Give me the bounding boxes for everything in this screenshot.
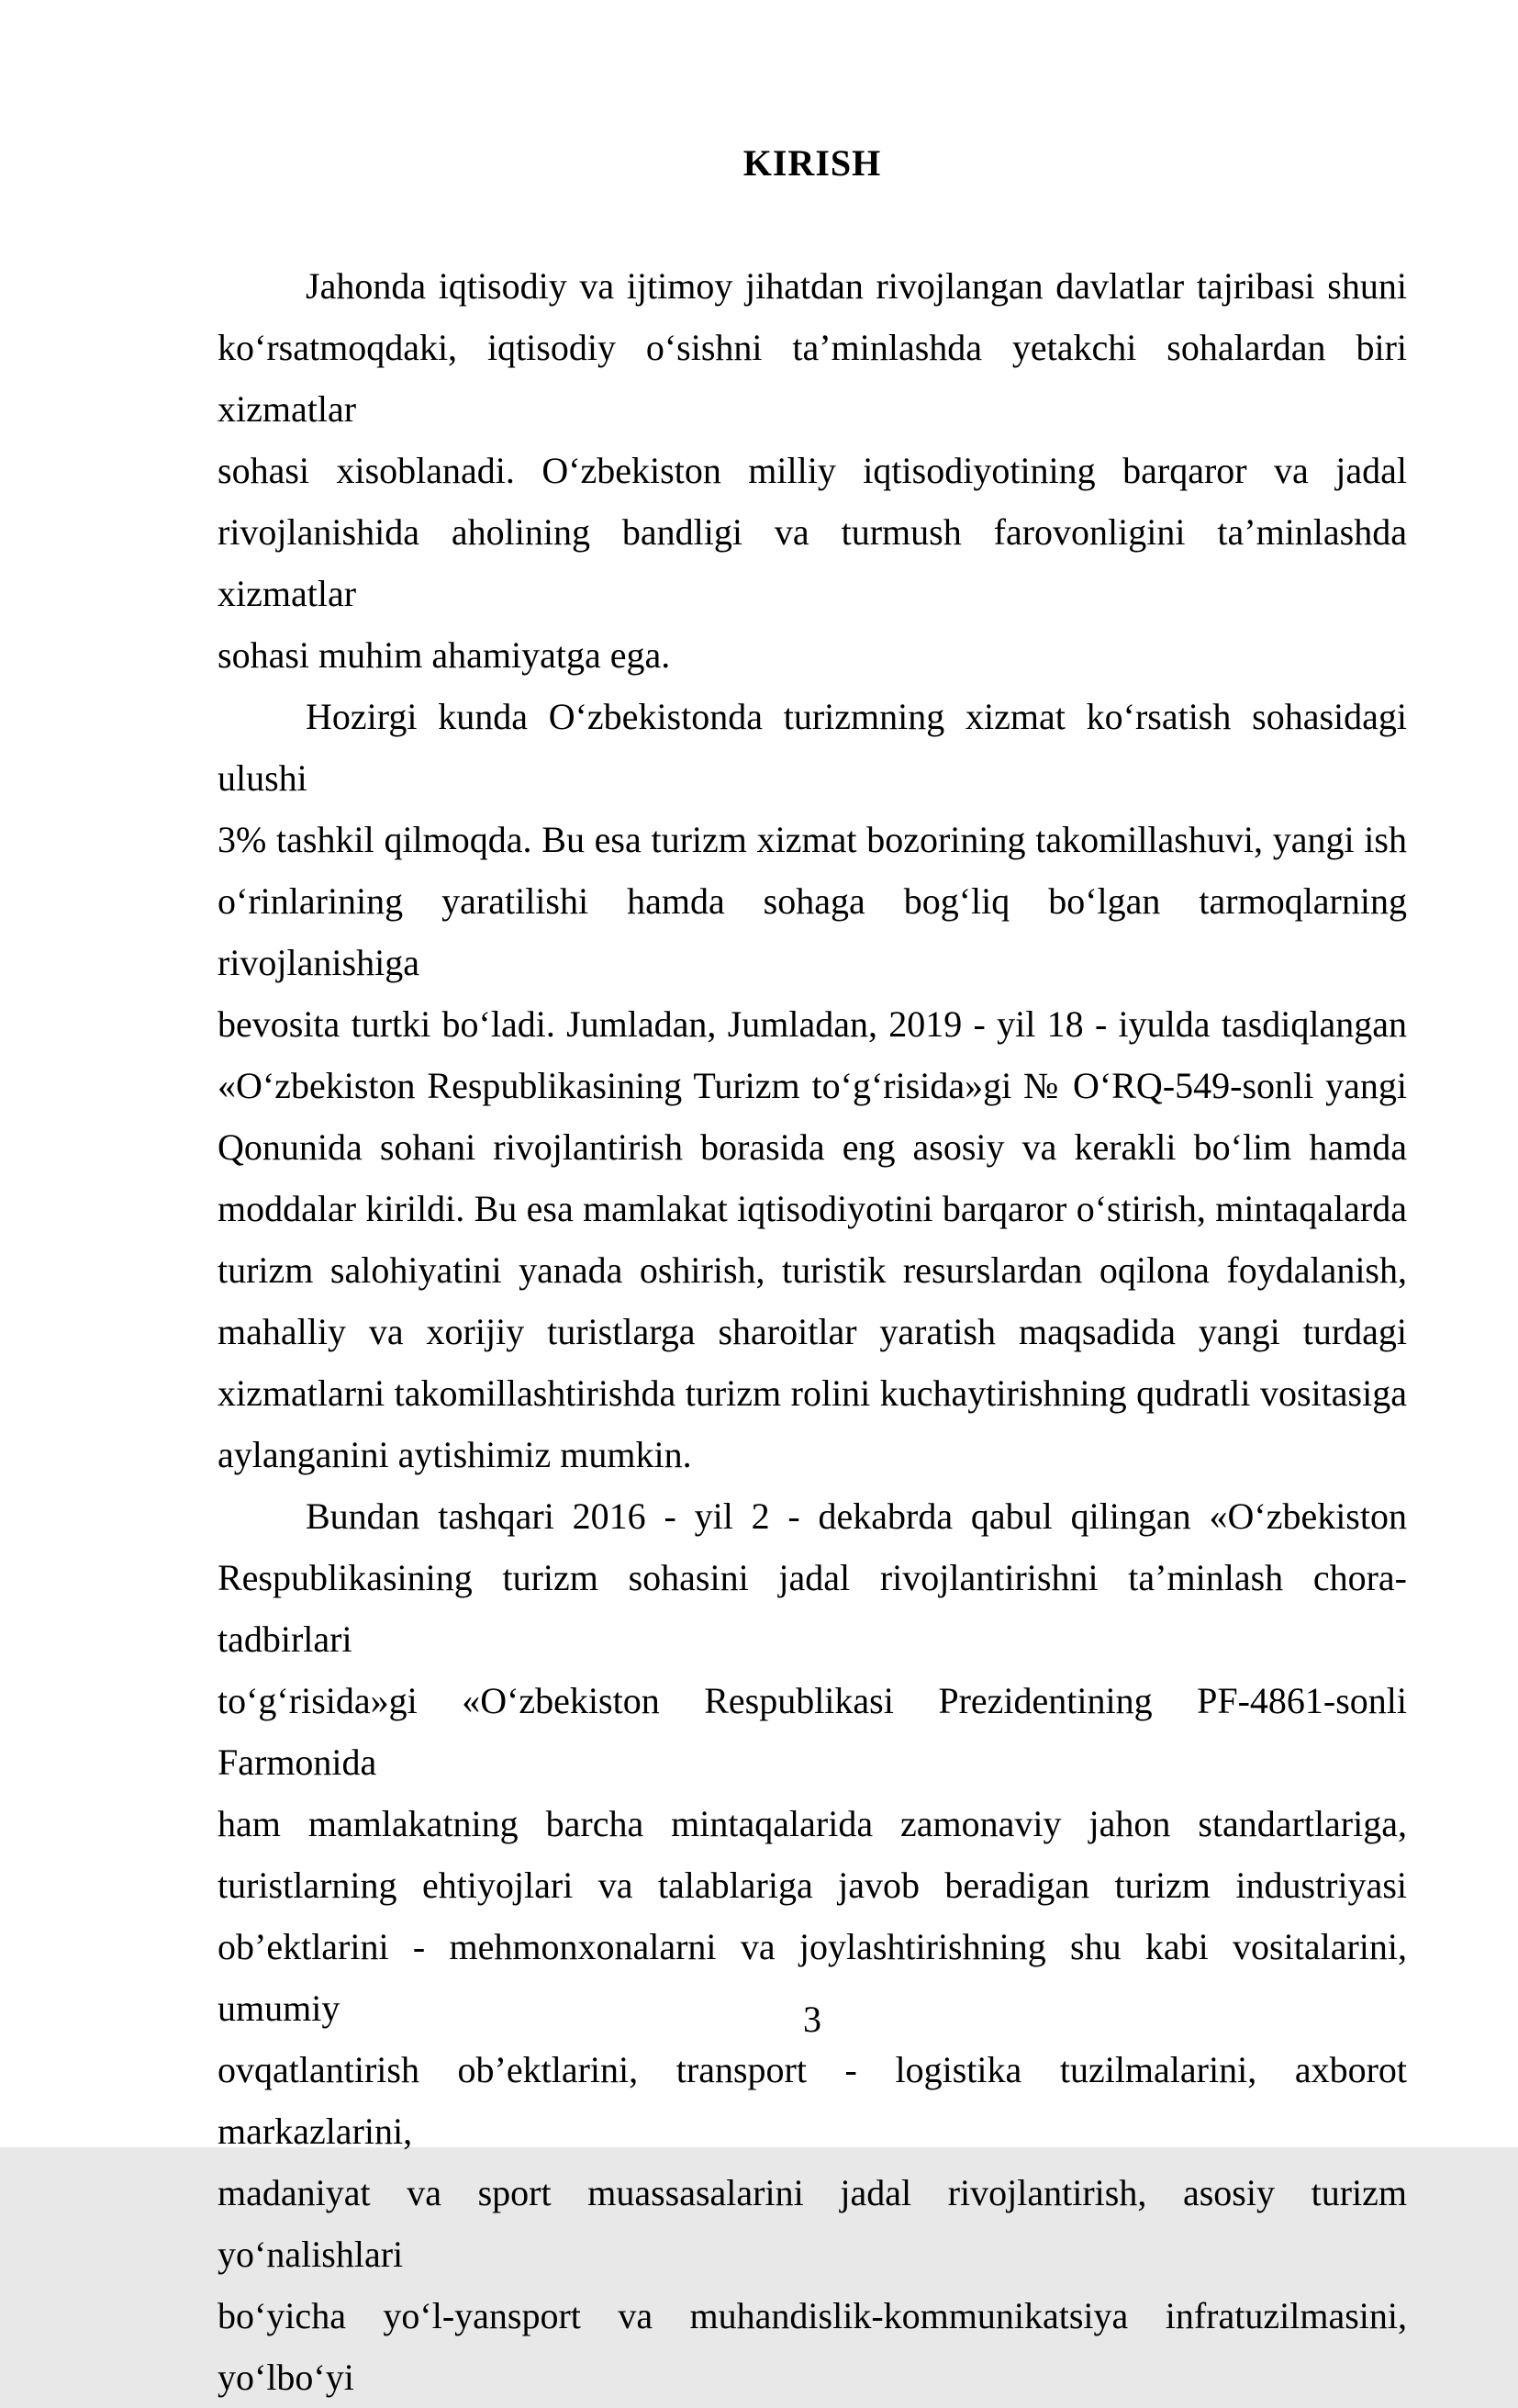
text-line: Respublikasining turizm sohasini jadal rivojlantirishni ta’minlash chora-tadbirlari bbox=[218, 1557, 1407, 1660]
text-line: aylanganini aytishimiz mumkin. bbox=[218, 1434, 692, 1475]
text-line: turizm salohiyatini yanada oshirish, turistik resurslardan oqilona foydalanish, bbox=[218, 1249, 1407, 1291]
text-line: bo‘yicha yo‘l-yansport va muhandislik-kommunikatsiya infratuzilmasini, yo‘lbo‘yi bbox=[218, 2295, 1407, 2398]
text-line: ko‘rsatmoqdaki, iqtisodiy o‘sishni ta’minlashda yetakchi sohalardan biri xizmatlar bbox=[218, 327, 1407, 430]
page-content bbox=[218, 132, 1407, 2408]
paragraph bbox=[218, 1485, 1407, 2408]
document-title: KIRISH bbox=[742, 142, 882, 184]
text-line: Jahonda iqtisodiy va ijtimoy jihatdan rivojlangan davlatlar tajribasi shuni bbox=[306, 265, 1407, 307]
title-spacer bbox=[218, 194, 1407, 255]
text-line: ham mamlakatning barcha mintaqalarida zamonaviy jahon standartlariga, bbox=[218, 1803, 1407, 1844]
text-line: ovqatlantirish ob’ektlarini, transport - logistika tuzilmalarini, axborot markazlarini, bbox=[218, 2049, 1407, 2152]
text-line: xizmatlarni takomillashtirishda turizm rolini kuchaytirishning qudratli vositasiga bbox=[218, 1372, 1407, 1414]
text-line: turistlarning ehtiyojlari va talablariga javob beradigan turizm industriyasi bbox=[218, 1865, 1407, 1906]
text-line: mahalliy va xorijiy turistlarga sharoitlar yaratish maqsadida yangi turdagi bbox=[218, 1311, 1407, 1352]
text-line: to‘g‘risida»gi «O‘zbekiston Respublikasi Prezidentining PF-4861-sonli Farmonida bbox=[218, 1680, 1407, 1783]
text-line: sohasi xisoblanadi. O‘zbekiston milliy iqtisodiyotining barqaror va jadal bbox=[218, 450, 1407, 491]
text-line: o‘rinlarining yaratilishi hamda sohaga bog‘liq bo‘lgan tarmoqlarning rivojlanishiga bbox=[218, 880, 1407, 983]
text-line: rivojlanishida aholining bandligi va turmush farovonligini ta’minlashda xizmatlar bbox=[218, 511, 1407, 614]
text-line: moddalar kirildi. Bu esa mamlakat iqtisodiyotini barqaror o‘stirish, mintaqalarda bbox=[218, 1188, 1407, 1229]
text-line: madaniyat va sport muassasalarini jadal rivojlantirish, asosiy turizm yo‘nalishlari bbox=[218, 2172, 1407, 2275]
paragraph bbox=[218, 686, 1407, 1485]
text-line: «O‘zbekiston Respublikasining Turizm to‘g‘risida»gi № O‘RQ-549-sonli yangi bbox=[218, 1065, 1407, 1106]
text-line: 3% tashkil qilmoqda. Bu esa turizm xizmat bozorining takomillashuvi, yangi ish bbox=[218, 819, 1407, 860]
text-line: Hozirgi kunda O‘zbekistonda turizmning xizmat ko‘rsatish sohasidagi ulushi bbox=[218, 696, 1407, 799]
paragraph bbox=[218, 255, 1407, 686]
text-line: bevosita turtki bo‘ladi. Jumladan, Jumladan, 2019 - yil 18 - iyulda tasdiqlangan bbox=[218, 1003, 1407, 1045]
text-line: Qonunida sohani rivojlantirish borasida eng asosiy va kerakli bo‘lim hamda bbox=[218, 1126, 1407, 1168]
text-line: Bundan tashqari 2016 - yil 2 - dekabrda qabul qilingan «O‘zbekiston bbox=[306, 1495, 1407, 1537]
page-number: 3 bbox=[803, 1999, 821, 2040]
text-line: sohasi muhim ahamiyatga ega. bbox=[218, 634, 671, 676]
text-line: ob’ektlarini - mehmonxonalarni va joylashtirishning shu kabi vositalarini, umumiy bbox=[218, 1926, 1407, 2029]
